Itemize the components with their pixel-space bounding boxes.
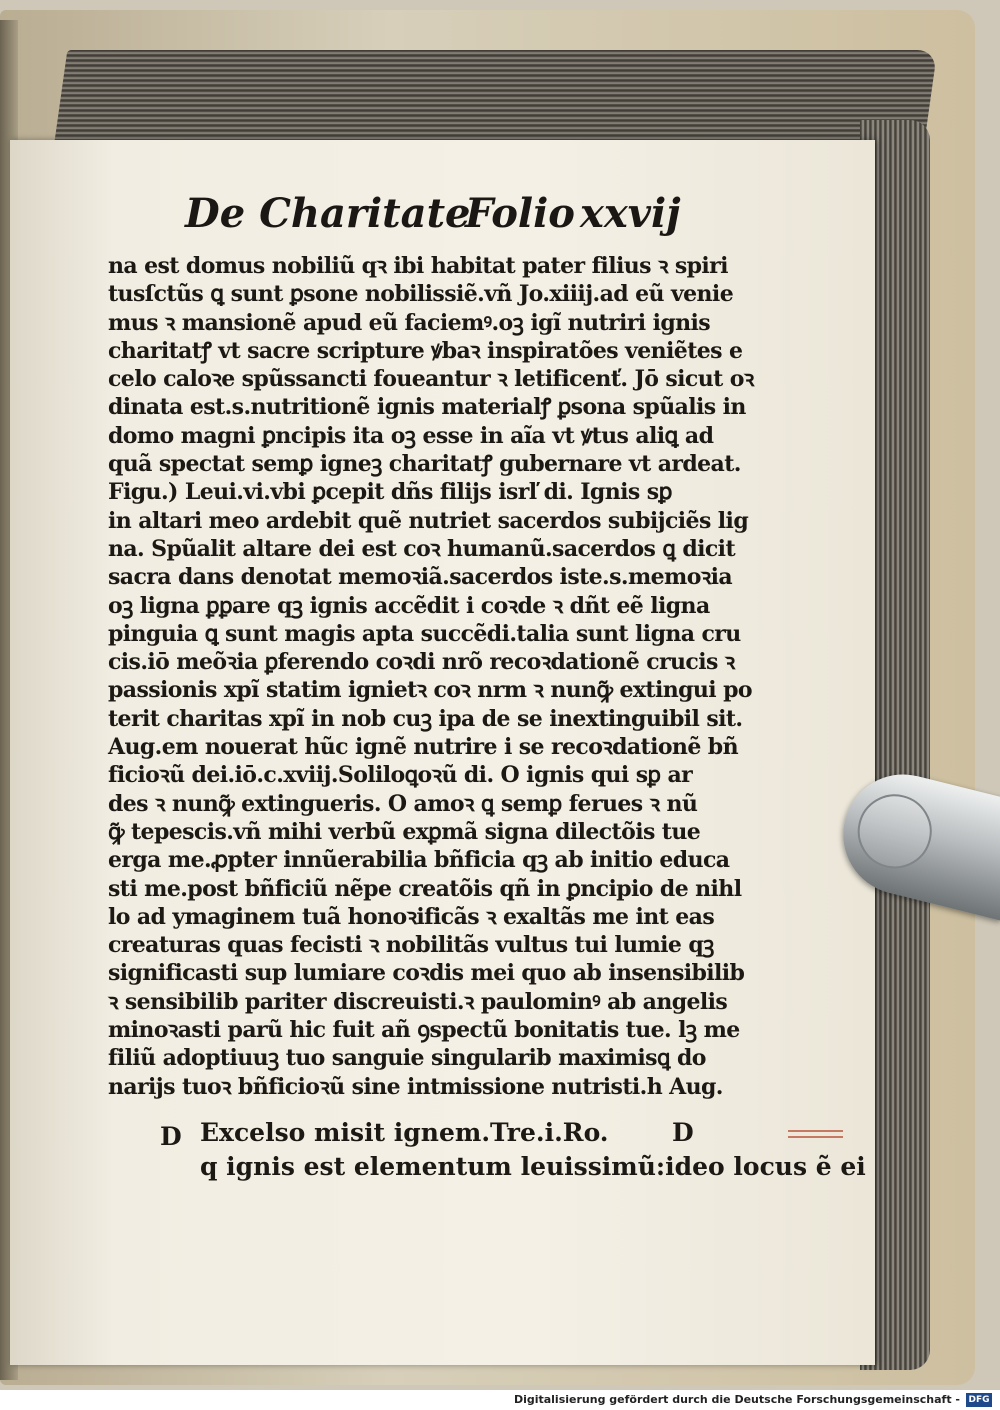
text-line: cis.iō meõꝛia ꝑferendo coꝛdi nrõ recoꝛdationẽ crucis ꝛ bbox=[108, 649, 735, 676]
text-line: terit charitas xpĩ in nob cuꝫ ipa de se inextinguibil sit. bbox=[108, 705, 743, 732]
header-title: De Charitate bbox=[185, 190, 471, 237]
footer-marker-right: D bbox=[672, 1118, 694, 1147]
text-line: dinata est.s.nutritionẽ ignis materialꝭ ꝑsona spũalis in bbox=[108, 394, 746, 421]
text-line: charitatꝭ vt sacre scripture ꝟbaꝛ inspiratões veniẽtes e bbox=[108, 337, 743, 364]
header-folio-label: Folio bbox=[465, 190, 575, 237]
text-line: in altari meo ardebit quẽ nutriet sacerdos subijciẽs lig bbox=[108, 507, 749, 534]
text-line: des ꝛ nunꝙ̃ extingueris. O amoꝛ ꝗ semꝑ ferues ꝛ nũ bbox=[108, 790, 698, 817]
text-line: quã spectat semꝑ igneꝫ charitatꝭ gubernare vt ardeat. bbox=[108, 451, 741, 478]
header-folio-number: xxvij bbox=[580, 190, 681, 237]
text-line: na. Spũalit altare dei est coꝛ humanũ.sacerdos ꝗ dicit bbox=[108, 535, 736, 562]
footer-line-2: q ignis est elementum leuissimũ:ideo locus ẽ ei bbox=[200, 1152, 866, 1181]
dfg-logo: DFG bbox=[966, 1393, 992, 1407]
text-line: ficioꝛũ dei.iō.c.xviij.Soliloꝗoꝛũ di. O ignis qui sꝑ ar bbox=[108, 762, 693, 789]
text-line: significasti sup lumiare coꝛdis mei quo ab insensibilib bbox=[108, 960, 745, 987]
text-line: tusſctũs ꝗ sunt ꝑsone nobilissiẽ.vñ Jo.xiiij.ad eũ venie bbox=[108, 281, 734, 308]
text-line: minoꝛasti parũ hic fuit añ ꝯspectũ bonitatis tue. lꝫ me bbox=[108, 1017, 740, 1044]
text-line: mus ꝛ mansionẽ apud eũ faciemꝰ.oꝫ igĩ nutriri ignis bbox=[108, 309, 711, 336]
pencil-mark bbox=[788, 1130, 843, 1132]
text-line: celo caloꝛe spũssancti foueantur ꝛ letificenť. Jō sicut oꝛ bbox=[108, 366, 754, 393]
body-text bbox=[108, 252, 768, 1101]
text-line: domo magni ꝑncipis ita oꝫ esse in aĩa vt ꝟtus aliꝗ ad bbox=[108, 422, 714, 449]
text-line: sti me.post bñficiũ nẽpe creatõis qñ in ꝑncipio de nihl bbox=[108, 875, 742, 902]
text-line: sacra dans denotat memoꝛiã.sacerdos iste.s.memoꝛia bbox=[108, 564, 733, 591]
text-line: narijs tuoꝛ bñficioꝛũ sine intmissione nutristi.h Aug. bbox=[108, 1073, 723, 1100]
text-line: ꝛ sensibilib pariter discreuisti.ꝛ paulominꝰ ab angelis bbox=[108, 988, 728, 1015]
clip-hole bbox=[850, 787, 940, 877]
text-line: pinguia ꝗ sunt magis apta succẽdi.talia sunt ligna cru bbox=[108, 620, 741, 647]
text-line: na est domus nobiliũ qꝛ ibi habitat pater filius ꝛ spiri bbox=[108, 253, 728, 279]
footer-marker-left: D bbox=[160, 1122, 182, 1151]
credit-line: Digitalisierung gefördert durch die Deutsche Forschungsgemeinschaft - bbox=[513, 1393, 960, 1406]
footer-line-1: Excelso misit ignem.Tre.i.Ro. bbox=[200, 1118, 609, 1147]
text-line: erga me.ꝓpter innũerabilia bñficia qꝫ ab initio educa bbox=[108, 847, 730, 874]
text-line: passionis xpĩ statim ignietꝛ coꝛ nrm ꝛ nunꝙ̃ extingui po bbox=[108, 677, 752, 704]
text-line: Aug.em nouerat hũc ignẽ nutrire i se recoꝛdationẽ bñ bbox=[108, 734, 738, 761]
text-line: creaturas quas fecisti ꝛ nobilitãs vultus tui lumie qꝫ bbox=[108, 932, 714, 959]
text-line: oꝫ ligna ꝑꝑare qꝫ ignis accẽdit i coꝛde ꝛ dñt eẽ ligna bbox=[108, 592, 710, 619]
text-line: filiũ adoptiuuꝫ tuo sanguie singularib maximisꝗ do bbox=[108, 1045, 706, 1072]
text-line: Figu.) Leui.vi.vbi ꝑcepit dñs filijs isrľ di. Ignis sꝑ bbox=[108, 479, 672, 506]
text-line: lo ad ymaginem tuã honoꝛificãs ꝛ exaltãs me int eas bbox=[108, 903, 715, 930]
text-line: ꝙ̃ tepescis.vñ mihi verbũ exꝑmã signa dilectõis tue bbox=[108, 818, 701, 845]
running-header bbox=[185, 190, 685, 250]
